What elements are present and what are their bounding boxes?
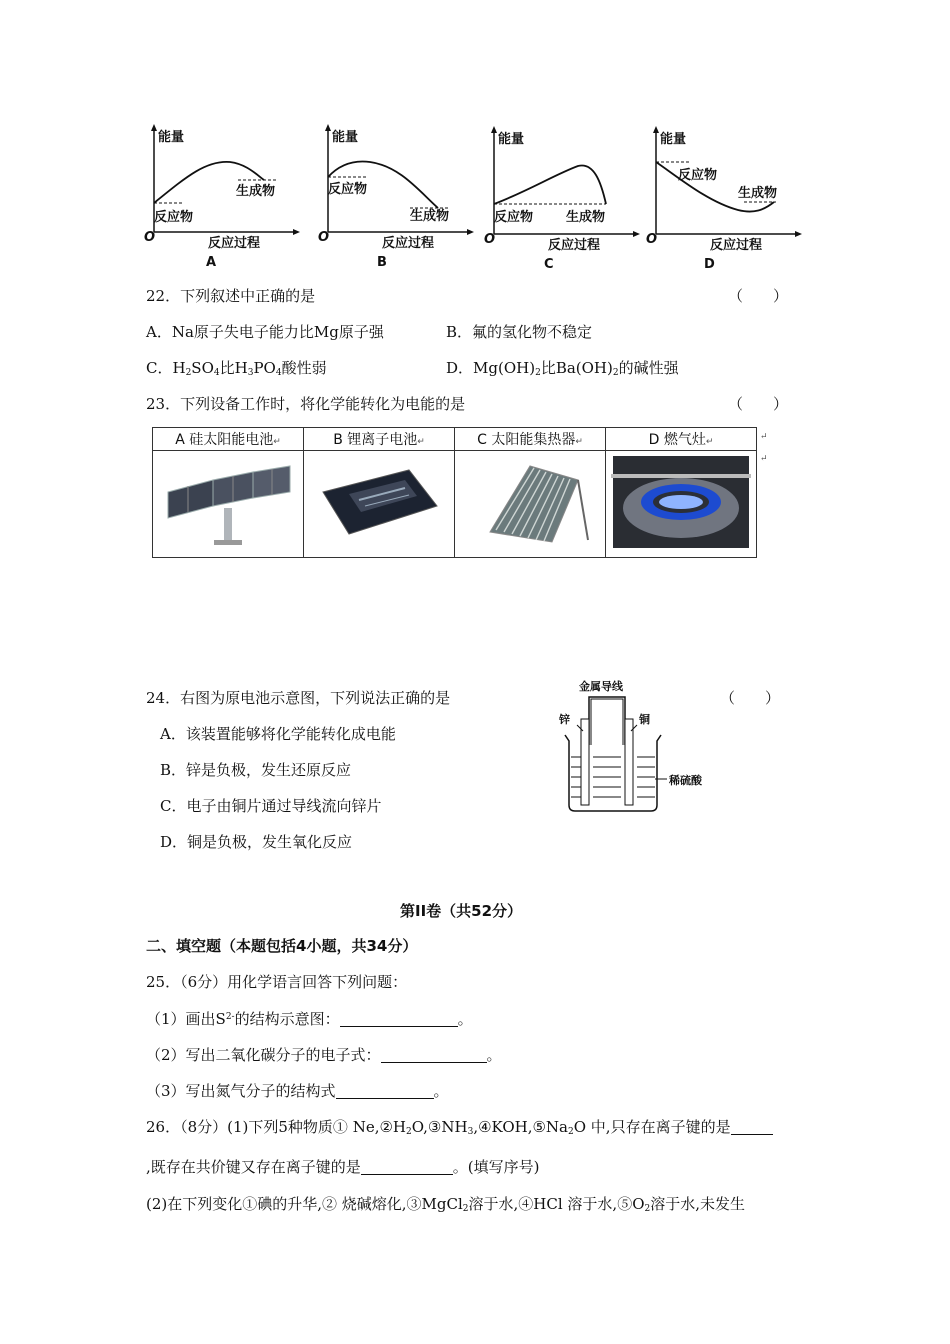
subscript: 2 xyxy=(612,368,619,378)
text: 酸性弱 xyxy=(281,359,327,377)
header-text: D 燃气灶 xyxy=(648,432,706,448)
text: 。 xyxy=(457,1010,473,1028)
energy-axis-label: 能量 xyxy=(498,132,525,147)
text: O 中,只存在离子键的是 xyxy=(573,1118,731,1136)
q24-option-c: C．电子由铜片通过导线流向锌片 xyxy=(160,797,382,815)
copper-label: 铜 xyxy=(639,713,650,726)
answer-blank[interactable] xyxy=(361,1159,453,1175)
answer-blank[interactable] xyxy=(340,1011,458,1027)
q26-line3 xyxy=(146,1193,745,1214)
process-axis-label: 反应过程 xyxy=(382,236,435,251)
q22-answer-paren: （ ） xyxy=(728,287,789,305)
solar-panel-icon xyxy=(158,452,298,552)
energy-graph-c xyxy=(486,122,646,272)
product-label: 生成物 xyxy=(236,184,276,199)
q24-option-a: A．该装置能够将化学能转化成电能 xyxy=(160,725,396,743)
q23-answer-paren: （ ） xyxy=(728,395,789,413)
q22-option-c xyxy=(146,357,327,378)
wire-label: 金属导线 xyxy=(579,680,623,693)
product-label: 生成物 xyxy=(566,210,606,225)
q26-line1 xyxy=(146,1116,773,1137)
answer-blank[interactable] xyxy=(731,1119,773,1135)
q25-stem: 25．（6分）用化学语言回答下列问题： xyxy=(146,973,408,991)
subscript: 2 xyxy=(185,368,192,378)
subscript: 2 xyxy=(644,1204,651,1214)
reactant-label: 反应物 xyxy=(494,210,534,225)
energy-axis-label: 能量 xyxy=(158,130,185,145)
text: 。 xyxy=(486,1046,502,1064)
text: 的结构示意图： xyxy=(234,1010,340,1028)
return-mark: ↵ xyxy=(760,454,768,464)
q25-part1 xyxy=(146,1008,473,1029)
subscript: 2 xyxy=(406,1127,412,1137)
text: ,④KOH,⑤Na xyxy=(473,1118,568,1136)
return-mark: ↵ xyxy=(417,437,425,447)
reactant-label: 反应物 xyxy=(328,182,368,197)
text: 比Ba(OH) xyxy=(540,359,613,377)
solar-collector-image xyxy=(455,451,606,558)
header-text: A 硅太阳能电池 xyxy=(175,432,274,448)
text: （2）写出二氧化碳分子的电子式： xyxy=(146,1046,381,1064)
text: C．H xyxy=(146,359,186,377)
subscript: 3 xyxy=(247,368,254,378)
galvanic-cell-figure xyxy=(555,675,715,820)
q25-part2 xyxy=(146,1044,502,1065)
text: （3）写出氮气分子的结构式 xyxy=(146,1082,336,1100)
q26-line2 xyxy=(146,1156,540,1177)
devices-table xyxy=(152,427,757,558)
q22-option-d xyxy=(446,357,679,378)
text: 26．（8分）(1)下列5种物质① Ne,②H xyxy=(146,1118,406,1136)
return-mark: ↵ xyxy=(705,437,714,447)
text: 比H xyxy=(219,359,248,377)
zinc-label: 锌 xyxy=(559,713,570,726)
process-axis-label: 反应过程 xyxy=(208,236,261,251)
solar-panel-image xyxy=(153,451,304,558)
section2-title: 二、填空题（本题包括4小题，共34分） xyxy=(146,937,418,955)
answer-blank[interactable] xyxy=(381,1047,487,1063)
subscript: 2 xyxy=(462,1204,469,1214)
origin-label: O xyxy=(646,232,658,247)
reactant-label: 反应物 xyxy=(154,210,194,225)
q24-answer-paren: （ ） xyxy=(720,689,781,707)
text: 。 xyxy=(433,1082,449,1100)
q24-option-b: B．锌是负极，发生还原反应 xyxy=(160,761,352,779)
text: O,③NH xyxy=(411,1118,468,1136)
superscript: 2- xyxy=(225,1012,235,1022)
q22-stem: 22．下列叙述中正确的是 xyxy=(146,287,316,305)
energy-graph-b xyxy=(320,122,480,272)
energy-graph-d xyxy=(648,122,808,272)
solar-collector-icon xyxy=(460,452,600,552)
galvanic-cell-svg xyxy=(555,675,715,820)
origin-label: O xyxy=(144,230,156,245)
answer-blank[interactable] xyxy=(336,1083,434,1099)
header-text: B 锂离子电池 xyxy=(333,432,418,448)
subscript: 3 xyxy=(467,1127,474,1137)
subscript: 4 xyxy=(213,368,220,378)
text: ,既存在共价键又存在离子键的是 xyxy=(146,1158,361,1176)
q24-stem: 24．右图为原电池示意图，下列说法正确的是 xyxy=(146,689,451,707)
q22-option-a: A．Na原子失电子能力比Mg原子强 xyxy=(146,323,384,341)
text: SO xyxy=(191,359,214,377)
text: D．Mg(OH) xyxy=(446,359,536,377)
q25-part3 xyxy=(146,1080,449,1101)
gas-stove-icon xyxy=(611,452,751,552)
q22-option-b: B．氟的氢化物不稳定 xyxy=(446,323,593,341)
device-header-c xyxy=(455,428,606,451)
energy-axis-label: 能量 xyxy=(332,130,359,145)
q23-stem: 23．下列设备工作时，将化学能转化为电能的是 xyxy=(146,395,466,413)
device-header-a xyxy=(153,428,304,451)
subscript: 4 xyxy=(275,368,282,378)
header-text: C 太阳能集热器 xyxy=(477,432,576,448)
reactant-label: 反应物 xyxy=(678,168,718,183)
q24-option-d: D．铜是负极，发生氧化反应 xyxy=(160,833,353,851)
graph-letter: D xyxy=(704,257,715,272)
li-ion-battery-image xyxy=(304,451,455,558)
acid-label: 稀硫酸 xyxy=(669,774,702,787)
return-mark: ↵ xyxy=(760,432,768,442)
energy-axis-label: 能量 xyxy=(660,132,687,147)
device-header-d xyxy=(606,428,757,451)
energy-graph-a xyxy=(146,122,306,272)
text: 溶于水,未发生 xyxy=(650,1195,746,1213)
battery-icon xyxy=(309,452,449,552)
return-mark: ↵ xyxy=(273,437,281,447)
origin-label: O xyxy=(318,230,330,245)
subscript: 2 xyxy=(535,368,541,378)
product-label: 生成物 xyxy=(410,209,450,224)
text: 。(填写序号) xyxy=(452,1158,540,1176)
process-axis-label: 反应过程 xyxy=(548,238,601,253)
text: （1）画出S xyxy=(146,1010,226,1028)
device-header-b xyxy=(304,428,455,451)
product-label: 生成物 xyxy=(738,186,778,201)
text: PO xyxy=(253,359,276,377)
text: 溶于水,④HCl 溶于水,⑤O xyxy=(468,1195,645,1213)
return-mark: ↵ xyxy=(575,437,583,447)
text: 的碱性强 xyxy=(618,359,679,377)
gas-stove-image xyxy=(606,451,757,558)
part2-title: 第II卷（共52分） xyxy=(400,902,523,920)
origin-label: O xyxy=(484,232,496,247)
graph-letter: B xyxy=(377,255,387,270)
subscript: 2 xyxy=(568,1127,574,1137)
text: (2)在下列变化①碘的升华,② 烧碱熔化,③MgCl xyxy=(146,1195,463,1213)
graph-letter: C xyxy=(544,257,554,272)
graph-letter: A xyxy=(206,255,217,270)
process-axis-label: 反应过程 xyxy=(710,238,763,253)
